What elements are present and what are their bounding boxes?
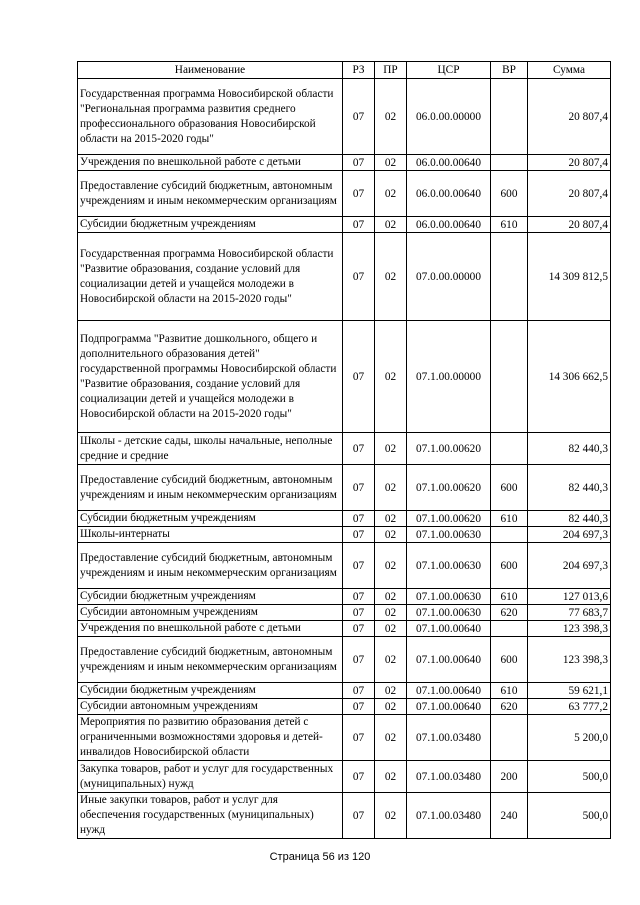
row-vr: 620 — [491, 605, 528, 621]
row-csr: 07.1.00.00630 — [407, 543, 491, 589]
row-sum: 20 807,4 — [528, 217, 611, 233]
row-vr: 600 — [491, 171, 528, 217]
row-vr: 610 — [491, 683, 528, 699]
row-vr: 610 — [491, 589, 528, 605]
row-vr — [491, 433, 528, 465]
row-name: Субсидии бюджетным учреждениям — [78, 589, 343, 605]
row-sum: 77 683,7 — [528, 605, 611, 621]
row-name: Учреждения по внешкольной работе с детьми — [78, 621, 343, 637]
row-rz: 07 — [343, 171, 375, 217]
row-csr: 07.1.00.00630 — [407, 589, 491, 605]
row-vr: 600 — [491, 637, 528, 683]
row-rz: 07 — [343, 699, 375, 715]
row-vr — [491, 155, 528, 171]
row-name: Предоставление субсидий бюджетным, автономным учреждениям и иным некоммерческим организациям — [78, 637, 343, 683]
row-vr — [491, 79, 528, 155]
row-name: Закупка товаров, работ и услуг для государственных (муниципальных) нужд — [78, 761, 343, 793]
row-csr: 07.1.00.00640 — [407, 637, 491, 683]
row-pr: 02 — [375, 465, 407, 511]
row-sum: 82 440,3 — [528, 433, 611, 465]
row-csr: 07.1.00.00640 — [407, 699, 491, 715]
row-pr: 02 — [375, 699, 407, 715]
row-rz: 07 — [343, 321, 375, 433]
row-csr: 07.1.00.00000 — [407, 321, 491, 433]
table-row — [78, 79, 611, 155]
row-pr: 02 — [375, 511, 407, 527]
row-rz: 07 — [343, 589, 375, 605]
row-rz: 07 — [343, 433, 375, 465]
row-vr: 240 — [491, 793, 528, 839]
table-row — [78, 621, 611, 637]
row-pr: 02 — [375, 793, 407, 839]
row-sum: 5 200,0 — [528, 715, 611, 761]
row-rz: 07 — [343, 217, 375, 233]
row-rz: 07 — [343, 511, 375, 527]
row-sum: 20 807,4 — [528, 155, 611, 171]
row-sum: 14 306 662,5 — [528, 321, 611, 433]
table-row — [78, 321, 611, 433]
row-csr: 07.1.00.00620 — [407, 511, 491, 527]
row-vr: 610 — [491, 217, 528, 233]
row-csr: 06.0.00.00000 — [407, 79, 491, 155]
row-sum: 82 440,3 — [528, 465, 611, 511]
page-number: Страница 56 из 120 — [269, 851, 371, 863]
row-rz: 07 — [343, 793, 375, 839]
row-pr: 02 — [375, 217, 407, 233]
row-pr: 02 — [375, 605, 407, 621]
table-row — [78, 683, 611, 699]
row-vr: 200 — [491, 761, 528, 793]
row-name: Подпрограмма "Развитие дошкольного, общего и дополнительного образования детей" государственной программы Новосибирской области "Развитие образования, создание условий для социализации детей и учащейся молодежи в Новосибирской области на 2015-2020 годы" — [78, 321, 343, 433]
row-csr: 07.0.00.00000 — [407, 233, 491, 321]
row-vr — [491, 621, 528, 637]
row-csr: 07.1.00.00640 — [407, 621, 491, 637]
table-row — [78, 605, 611, 621]
row-sum: 123 398,3 — [528, 621, 611, 637]
table-row — [78, 527, 611, 543]
row-vr: 610 — [491, 511, 528, 527]
row-pr: 02 — [375, 155, 407, 171]
row-rz: 07 — [343, 637, 375, 683]
row-csr: 06.0.00.00640 — [407, 171, 491, 217]
row-sum: 20 807,4 — [528, 79, 611, 155]
row-name: Предоставление субсидий бюджетным, автономным учреждениям и иным некоммерческим организациям — [78, 171, 343, 217]
row-pr: 02 — [375, 433, 407, 465]
row-csr: 07.1.00.03480 — [407, 793, 491, 839]
table-row — [78, 699, 611, 715]
row-vr — [491, 321, 528, 433]
row-sum: 82 440,3 — [528, 511, 611, 527]
row-csr: 07.1.00.00630 — [407, 527, 491, 543]
row-rz: 07 — [343, 761, 375, 793]
row-pr: 02 — [375, 761, 407, 793]
row-pr: 02 — [375, 321, 407, 433]
header-name: Наименование — [78, 62, 343, 79]
row-vr: 600 — [491, 465, 528, 511]
table-row — [78, 589, 611, 605]
header-csr: ЦСР — [407, 62, 491, 79]
row-pr: 02 — [375, 637, 407, 683]
row-name: Государственная программа Новосибирской области "Развитие образования, создание условий для социализации детей и учащейся молодежи в Новосибирской области на 2015-2020 годы" — [78, 233, 343, 321]
table-row — [78, 433, 611, 465]
row-sum: 59 621,1 — [528, 683, 611, 699]
row-name: Субсидии автономным учреждениям — [78, 605, 343, 621]
row-pr: 02 — [375, 79, 407, 155]
row-rz: 07 — [343, 543, 375, 589]
row-pr: 02 — [375, 589, 407, 605]
row-sum: 500,0 — [528, 761, 611, 793]
row-sum: 500,0 — [528, 793, 611, 839]
row-name: Предоставление субсидий бюджетным, автономным учреждениям и иным некоммерческим организациям — [78, 465, 343, 511]
row-name: Субсидии бюджетным учреждениям — [78, 683, 343, 699]
row-name: Мероприятия по развитию образования детей с ограниченными возможностями здоровья и детей-инвалидов Новосибирской области — [78, 715, 343, 761]
row-name: Школы - детские сады, школы начальные, неполные средние и средние — [78, 433, 343, 465]
row-pr: 02 — [375, 621, 407, 637]
table-row — [78, 715, 611, 761]
row-vr: 620 — [491, 699, 528, 715]
row-name: Субсидии бюджетным учреждениям — [78, 511, 343, 527]
row-pr: 02 — [375, 171, 407, 217]
header-pr: ПР — [375, 62, 407, 79]
row-vr — [491, 233, 528, 321]
row-sum: 14 309 812,5 — [528, 233, 611, 321]
row-sum: 20 807,4 — [528, 171, 611, 217]
row-pr: 02 — [375, 715, 407, 761]
table-row — [78, 511, 611, 527]
row-vr: 600 — [491, 543, 528, 589]
budget-table — [77, 61, 611, 839]
table-row — [78, 171, 611, 217]
row-rz: 07 — [343, 79, 375, 155]
row-rz: 07 — [343, 683, 375, 699]
row-name: Субсидии бюджетным учреждениям — [78, 217, 343, 233]
header-rz: РЗ — [343, 62, 375, 79]
header-sum: Сумма — [528, 62, 611, 79]
row-rz: 07 — [343, 233, 375, 321]
table-row — [78, 793, 611, 839]
row-pr: 02 — [375, 543, 407, 589]
table-row — [78, 217, 611, 233]
row-name: Иные закупки товаров, работ и услуг для обеспечения государственных (муниципальных) нужд — [78, 793, 343, 839]
row-rz: 07 — [343, 527, 375, 543]
row-csr: 07.1.00.00640 — [407, 683, 491, 699]
row-csr: 07.1.00.00620 — [407, 433, 491, 465]
row-vr — [491, 527, 528, 543]
row-name: Школы-интернаты — [78, 527, 343, 543]
row-csr: 06.0.00.00640 — [407, 155, 491, 171]
row-rz: 07 — [343, 465, 375, 511]
table-row — [78, 637, 611, 683]
row-pr: 02 — [375, 683, 407, 699]
row-rz: 07 — [343, 715, 375, 761]
row-name: Субсидии автономным учреждениям — [78, 699, 343, 715]
row-rz: 07 — [343, 621, 375, 637]
row-sum: 204 697,3 — [528, 543, 611, 589]
row-pr: 02 — [375, 233, 407, 321]
table-row — [78, 233, 611, 321]
table-row — [78, 543, 611, 589]
row-sum: 123 398,3 — [528, 637, 611, 683]
row-name: Учреждения по внешкольной работе с детьми — [78, 155, 343, 171]
row-csr: 07.1.00.03480 — [407, 715, 491, 761]
row-sum: 63 777,2 — [528, 699, 611, 715]
row-csr: 06.0.00.00640 — [407, 217, 491, 233]
row-csr: 07.1.00.03480 — [407, 761, 491, 793]
table-row — [78, 465, 611, 511]
row-sum: 127 013,6 — [528, 589, 611, 605]
row-pr: 02 — [375, 527, 407, 543]
row-sum: 204 697,3 — [528, 527, 611, 543]
table-row — [78, 761, 611, 793]
header-vr: ВР — [491, 62, 528, 79]
table-header-row — [78, 62, 611, 79]
row-vr — [491, 715, 528, 761]
table-row — [78, 155, 611, 171]
row-csr: 07.1.00.00620 — [407, 465, 491, 511]
row-csr: 07.1.00.00630 — [407, 605, 491, 621]
row-name: Государственная программа Новосибирской области "Региональная программа развития среднего профессионального образования Новосибирской области на 2015-2020 годы" — [78, 79, 343, 155]
row-name: Предоставление субсидий бюджетным, автономным учреждениям и иным некоммерческим организациям — [78, 543, 343, 589]
row-rz: 07 — [343, 155, 375, 171]
row-rz: 07 — [343, 605, 375, 621]
